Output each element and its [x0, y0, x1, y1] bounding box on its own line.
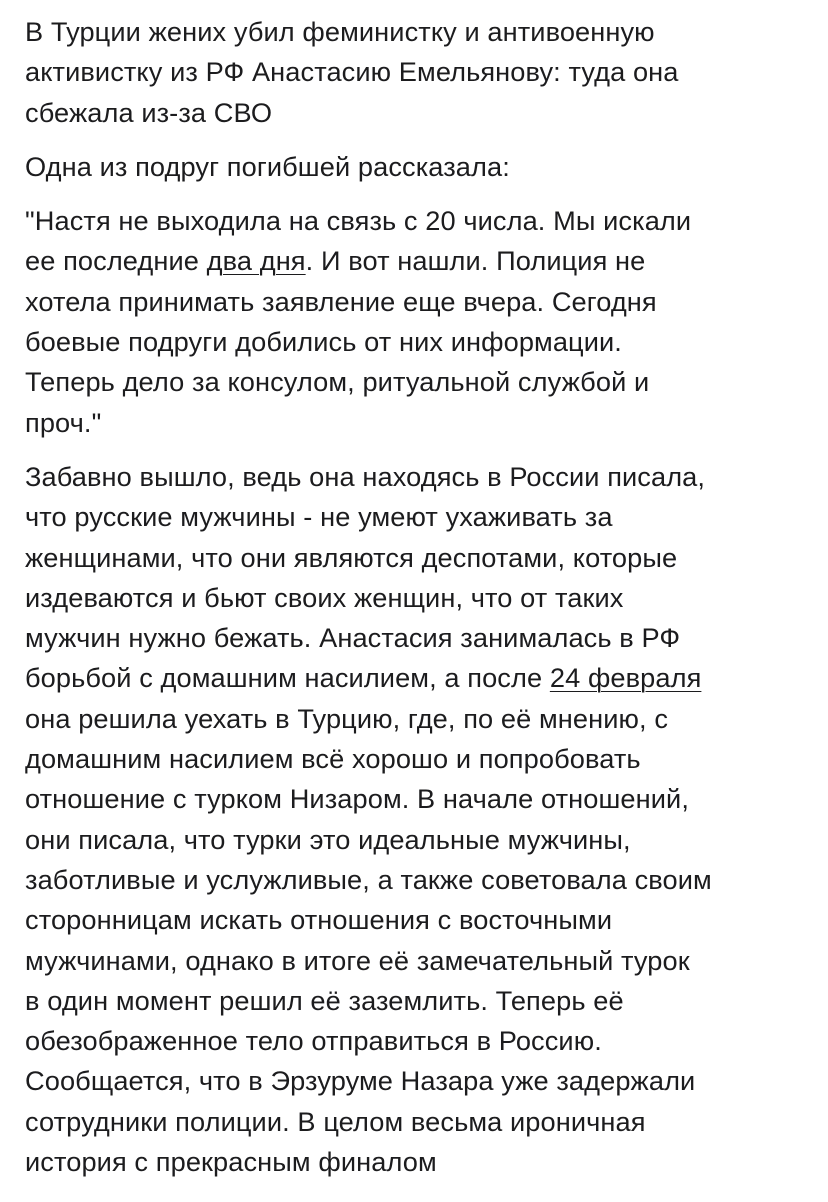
date-link-february-24[interactable]: 24 февраля [549, 662, 702, 694]
headline-line: активистку из РФ Анастасию Емельянову: туда она [25, 56, 679, 88]
body-line: отношение с турком Низаром. В начале отношений, [25, 783, 689, 815]
headline-paragraph [25, 12, 815, 133]
post-content [25, 12, 815, 1182]
body-line: Сообщается, что в Эрзуруме Назара уже задержали [25, 1065, 696, 1097]
quote-line: Теперь дело за консулом, ритуальной службой и [25, 366, 650, 398]
body-line: Забавно вышло, ведь она находясь в России писала, [25, 460, 706, 492]
quote-line [25, 241, 815, 281]
body-line: они писала, что турки это идеальные мужчины, [25, 823, 631, 855]
quote-line: "Настя не выходила на связь с 20 числа. Мы искали [25, 205, 692, 237]
paragraph-gap [25, 443, 815, 457]
body-line: женщинами, что они являются деспотами, которые [25, 541, 678, 573]
body-line: домашним насилием всё хорошо и попробовать [25, 743, 641, 775]
headline-line: сбежала из-за СВО [25, 96, 273, 128]
quote-line: проч." [25, 406, 102, 438]
quote-line: боевые подруги добились от них информации. [25, 326, 622, 358]
body-line: обезображенное тело отправиться в Россию. [25, 1025, 602, 1057]
body-line: она решила уехать в Турцию, где, по её мнению, с [25, 702, 669, 734]
paragraph-gap [25, 187, 815, 201]
body-line: история с прекрасным финалом [25, 1146, 437, 1178]
body-paragraph [25, 457, 815, 1182]
quote-text: ее последние [25, 245, 207, 277]
headline-line: В Турции жених убил феминистку и антивоенную [25, 16, 655, 47]
body-text: борьбой с домашним насилием, а после [25, 662, 550, 694]
body-line: заботливые и услужливые, а также советовала своим [25, 863, 712, 895]
date-link-two-days[interactable]: два дня [206, 245, 306, 277]
quote-line: хотела принимать заявление еще вчера. Сегодня [25, 285, 657, 317]
quote-text: . И вот нашли. Полиция не [305, 245, 646, 277]
body-line: что русские мужчины - не умеют ухаживать за [25, 501, 613, 533]
body-line: издеваются и бьют своих женщин, что от таких [25, 581, 624, 613]
body-line: мужчин нужно бежать. Анастасия занималась в РФ [25, 622, 681, 654]
body-line: сотрудники полиции. В целом весьма ироничная [25, 1105, 646, 1137]
body-line: сторонницам искать отношения с восточными [25, 904, 613, 936]
quote-paragraph [25, 201, 815, 443]
body-line: мужчинами, однако в итоге её замечательный турок [25, 944, 690, 976]
body-line: в один момент решил её заземлить. Теперь её [25, 984, 624, 1016]
intro-line: Одна из подруг погибшей рассказала: [25, 150, 510, 182]
body-line [25, 658, 815, 698]
intro-paragraph [25, 147, 815, 187]
paragraph-gap [25, 133, 815, 147]
